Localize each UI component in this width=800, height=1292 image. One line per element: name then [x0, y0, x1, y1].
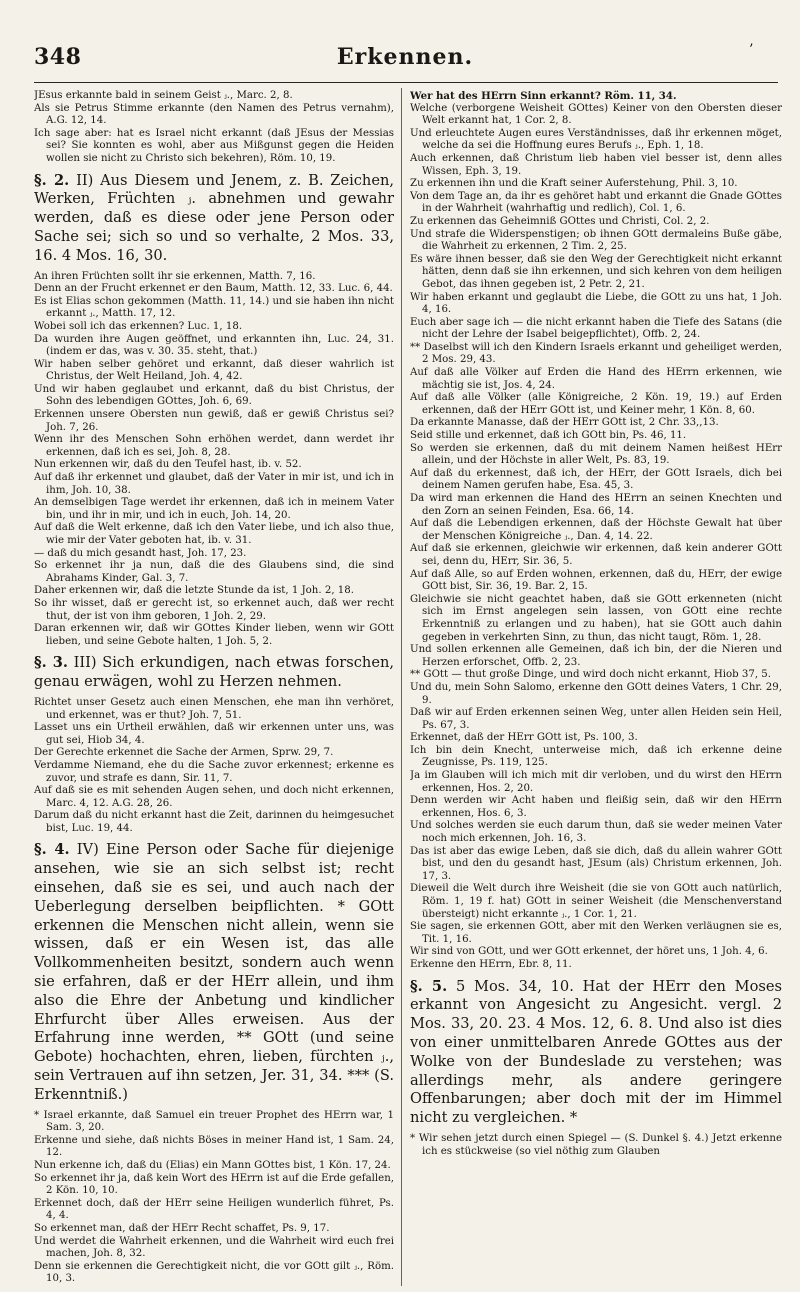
scripture-entry: Denn werden wir Acht haben und fleißig sein, daß wir den HErrn erkennen, Hos. 6, 3.	[410, 795, 782, 819]
right-column	[410, 90, 782, 1285]
section-paragraph	[34, 172, 394, 266]
scripture-entry: Zu erkennen ihn und die Kraft seiner Auferstehung, Phil. 3, 10.	[410, 178, 738, 190]
running-title: Erkennen.	[336, 44, 474, 70]
scripture-entry: Gleichwie sie nicht geachtet haben, daß sie GOtt erkenneten (nicht sich im Ernst angelegen sein lassen, von GOtt eine rechte Erkenntniß zu erlangen und zu haben), hat sie GOtt auch dahin gegeben in verkehrten Sinn, zu thun, das nicht taugt, Röm. 1, 28.	[410, 593, 782, 643]
scripture-entry: Und wir haben geglaubet und erkannt, daß du bist Christus, der Sohn des lebendigen GOttes, Joh. 6, 69.	[34, 383, 394, 408]
scripture-entry: Erkenne den HErrn, Ebr. 8, 11.	[410, 958, 572, 970]
scripture-entry: Auf daß sie es mit sehenden Augen sehen, und doch nicht erkennen, Marc. 4, 12. A.G. 28, 26.	[34, 785, 394, 809]
scripture-entry: Und sollen erkennen alle Gemeinen, daß ich bin, der die Nieren und Herzen erforschet, Offb. 2, 23.	[410, 644, 782, 668]
scripture-entry: So werden sie erkennen, daß du mit deinem Namen heißest HErr allein, und der Höchste in aller Welt, Ps. 83, 19.	[410, 442, 782, 467]
scripture-entry: Da erkannte Manasse, daß der HErr GOtt ist, 2 Chr. 33,,13.	[410, 417, 719, 429]
scripture-entry: Der Gerechte erkennet die Sache der Armen, Sprw. 29, 7.	[34, 747, 334, 759]
column-divider	[401, 88, 402, 1286]
scripture-entry: Seid stille und erkennet, daß ich GOtt bin, Ps. 46, 11.	[410, 430, 687, 442]
scripture-entry: Lasset uns ein Urtheil erwählen, daß wir erkennen unter uns, was gut sei, Hiob 34, 4.	[34, 722, 394, 746]
scripture-entry: Ich bin dein Knecht, unterweise mich, daß ich erkenne deine Zeugnisse, Ps. 119, 125.	[410, 744, 782, 769]
scripture-entry: Wir sind von GOtt, und wer GOtt erkennet, der höret uns, 1 Joh. 4, 6.	[410, 946, 768, 958]
section-text: 5 Mos. 34, 10. Hat der HErr den Moses erkannt von Angesicht zu Angesicht. vergl. 2 Mos. 33, 20. 23. 4 Mos. 12, 6. 8. Und also ist dies von einer unmittelbaren Anrede GOttes aus der Wolke von der Bundeslade zu verstehen; was allerdings mehr, als andere geringere Offenbarungen; aber doch mit der im Himmel nicht zu vergleichen. *	[410, 977, 782, 1127]
scripture-entry: — daß du mich gesandt hast, Joh. 17, 23.	[34, 547, 247, 559]
scripture-entry: Richtet unser Gesetz auch einen Menschen, ehe man ihn verhöret, und erkennet, was er thut? Joh. 7, 51.	[34, 696, 394, 721]
section-text: IV) Eine Person oder Sache für diejenige ansehen, wie sie an sich selbst ist; recht einsehen, daß sie es sei, und auch nach der Ueberlegung derselben beipflichten. * GOtt erkennen die Menschen nicht allein, wenn sie wissen, daß er ein Wesen ist, das alle Vollkommenheiten besitzt, sondern auch wenn sie erfahren, daß er der HErr allein, und ihm also die Ehre der Anbetung und kindlicher Ehrfurcht über Alles erweisen. Aus der Erfahrung inne werden, ** GOtt (und seine Gebote) hochachten, ehren, lieben, fürchten ⱼ., sein Vertrauen auf ihn setzen, Jer. 31, 34. *** (S. Erkenntniß.)	[34, 841, 394, 1103]
scripture-entry: Welche (verborgene Weisheit GOttes) Keiner von den Obersten dieser Welt erkannt hat, 1 Cor. 2, 8.	[410, 102, 782, 127]
corner-mark: ’	[749, 42, 754, 58]
scripture-entry: Denn an der Frucht erkennet er den Baum, Matth. 12, 33. Luc. 6, 44.	[34, 283, 393, 295]
scripture-entry: Auf daß ihr erkennet und glaubet, daß der Vater in mir ist, und ich in ihm, Joh. 10, 38.	[34, 472, 394, 496]
section-number: §. 5.	[410, 977, 448, 995]
scripture-entry: Und strafe die Widerspenstigen; ob ihnen GOtt dermaleins Buße gäbe, die Wahrheit zu erkennen, 2 Tim. 2, 25.	[410, 228, 782, 253]
scripture-entry: Daß wir auf Erden erkennen seinen Weg, unter allen Heiden sein Heil, Ps. 67, 3.	[410, 707, 782, 731]
scripture-entry: Nun erkenne ich, daß du (Elias) ein Mann GOttes bist, 1 Kön. 17, 24.	[34, 1160, 391, 1172]
scripture-entry: Wer hat des HErrn Sinn erkannt? Röm. 11, 34.	[410, 90, 677, 102]
scripture-entry: Und solches werden sie euch darum thun, daß sie weder meinen Vater noch mich erkennen, Joh. 16, 3.	[410, 820, 782, 845]
scripture-entry: Zu erkennen das Geheimniß GOttes und Christi, Col. 2, 2.	[410, 215, 710, 227]
scripture-entry: Denn sie erkennen die Gerechtigkeit nicht, die vor GOtt gilt ⱼ., Röm. 10, 3.	[34, 1260, 394, 1285]
section-paragraph	[410, 978, 782, 1128]
scripture-entry: Dieweil die Welt durch ihre Weisheit (die sie von GOtt auch natürlich, Röm. 1, 19 f. hat) GOtt in seiner Weisheit (die Menschenverstand übersteigt) nicht erkannte ⱼ., 1 Cor. 1, 21.	[410, 883, 782, 920]
scripture-entry: Auf daß die Lebendigen erkennen, daß der Höchste Gewalt hat über der Menschen Königreiche ⱼ., Dan. 4, 14. 22.	[410, 518, 782, 542]
scripture-entry: ** GOtt — thut große Dinge, und wird doch nicht erkannt, Hiob 37, 5.	[410, 669, 772, 681]
scripture-entry: Auf daß alle Völker auf Erden die Hand des HErrn erkennen, wie mächtig sie ist, Jos. 4, 24.	[410, 367, 782, 391]
scripture-entry: Und erleuchtete Augen eures Verständnisses, daß ihr erkennen möget, welche da sei die Hoffnung eures Berufs ⱼ., Eph. 1, 18.	[410, 127, 782, 152]
scripture-entry: Ich sage aber: hat es Israel nicht erkannt (daß JEsus der Messias sei? Sie konnten es wohl, aber aus Mißgunst gegen die Heiden wollen sie nicht zu Christo sich bekehren), Röm. 10, 19.	[34, 127, 394, 164]
scripture-entry: ** Daselbst will ich den Kindern Israels erkannt und geheiliget werden, 2 Mos. 29, 43.	[410, 341, 782, 366]
scripture-entry: Es wäre ihnen besser, daß sie den Weg der Gerechtigkeit nicht erkannt hätten, denn daß sie ihn erkennen, und sich kehren von dem heiligen Gebot, das ihnen gegeben ist, 2 Petr. 2, 21.	[410, 253, 782, 290]
scripture-entry: Erkennet doch, daß der HErr seine Heiligen wunderlich führet, Ps. 4, 4.	[34, 1197, 394, 1222]
scripture-entry: Und werdet die Wahrheit erkennen, und die Wahrheit wird euch frei machen, Joh. 8, 32.	[34, 1235, 394, 1260]
header-rule	[34, 82, 778, 83]
section-number: §. 4.	[34, 841, 70, 859]
section-text: III) Sich erkundigen, nach etwas forschen, genau erwägen, wohl zu Herzen nehmen.	[34, 654, 394, 691]
scripture-entry: * Israel erkannte, daß Samuel ein treuer Prophet des HErrn war, 1 Sam. 3, 20.	[34, 1109, 394, 1134]
scripture-entry: Da wurden ihre Augen geöffnet, und erkannten ihn, Luc. 24, 31. (indem er das, was v. 30. 35. steht, that.)	[34, 333, 394, 358]
scripture-entry: So erkennet man, daß der HErr Recht schaffet, Ps. 9, 17.	[34, 1222, 330, 1234]
scripture-entry: So erkennet ihr ja nun, daß die des Glaubens sind, die sind Abrahams Kinder, Gal. 3, 7.	[34, 560, 394, 584]
section-paragraph	[34, 654, 394, 692]
section-number: §. 3.	[34, 654, 69, 672]
scripture-entry: Da wird man erkennen die Hand des HErrn an seinen Knechten und den Zorn an seinen Feinden, Esa. 66, 14.	[410, 493, 782, 517]
left-column	[34, 90, 394, 1285]
scripture-entry: Wir haben selber gehöret und erkannt, daß dieser wahrlich ist Christus, der Welt Heiland, Joh. 4, 42.	[34, 358, 394, 383]
scripture-entry: Euch aber sage ich — die nicht erkannt haben die Tiefe des Satans (die nicht der Lehre der Isabel beigepflichtet), Offb. 2, 24.	[410, 316, 782, 341]
scripture-entry: Auch erkennen, daß Christum lieb haben viel besser ist, denn alles Wissen, Eph. 3, 19.	[410, 152, 782, 177]
scripture-entry: Auf daß alle Völker (alle Königreiche, 2 Kön. 19, 19.) auf Erden erkennen, daß der HErr GOtt ist, und Keiner mehr, 1 Kön. 8, 60.	[410, 392, 782, 416]
scripture-entry: An demselbigen Tage werdet ihr erkennen, daß ich in meinem Vater bin, und ihr in mir, und ich in euch, Joh. 14, 20.	[34, 497, 394, 521]
scripture-entry: Daran erkennen wir, daß wir GOttes Kinder lieben, wenn wir GOtt lieben, und seine Gebote halten, 1 Joh. 5, 2.	[34, 623, 394, 647]
scripture-entry: Von dem Tage an, da ihr es gehöret habt und erkannt die Gnade GOttes in der Wahrheit (wahrhaftig und redlich), Col. 1, 6.	[410, 190, 782, 215]
scripture-entry: Und du, mein Sohn Salomo, erkenne den GOtt deines Vaters, 1 Chr. 29, 9.	[410, 681, 782, 706]
scripture-entry: Erkennen unsere Obersten nun gewiß, daß er gewiß Christus sei? Joh. 7, 26.	[34, 409, 394, 433]
scripture-entry: Wenn ihr des Menschen Sohn erhöhen werdet, dann werdet ihr erkennen, daß ich es sei, Joh. 8, 28.	[34, 434, 394, 458]
section-paragraph	[34, 841, 394, 1104]
scripture-entry: Auf daß die Welt erkenne, daß ich den Vater liebe, und ich also thue, wie mir der Vater geboten hat, ib. v. 31.	[34, 522, 394, 547]
scripture-entry: Wir haben erkannt und geglaubt die Liebe, die GOtt zu uns hat, 1 Joh. 4, 16.	[410, 291, 782, 316]
scripture-entry: JEsus erkannte bald in seinem Geist ⱼ., Marc. 2, 8.	[34, 90, 293, 101]
scripture-entry: Erkenne und siehe, daß nichts Böses in meiner Hand ist, 1 Sam. 24, 12.	[34, 1134, 394, 1159]
scripture-entry: An ihren Früchten sollt ihr sie erkennen, Matth. 7, 16.	[34, 270, 316, 282]
scripture-entry: Sie sagen, sie erkennen GOtt, aber mit den Werken verläugnen sie es, Tit. 1, 16.	[410, 921, 782, 945]
scripture-entry: Auf daß Alle, so auf Erden wohnen, erkennen, daß du, HErr, der ewige GOtt bist, Sir. 36, 19. Bar. 2, 15.	[410, 568, 782, 593]
scripture-entry: Das ist aber das ewige Leben, daß sie dich, daß du allein wahrer GOtt bist, und den du gesandt hast, JEsum (als) Christum erkennen, Joh. 17, 3.	[410, 845, 782, 882]
section-number: §. 2.	[34, 171, 70, 189]
scripture-entry: Erkennet, daß der HErr GOtt ist, Ps. 100, 3.	[410, 732, 638, 744]
scripture-entry: Verdamme Niemand, ehe du die Sache zuvor erkennest; erkenne es zuvor, und strafe es dann, Sir. 11, 7.	[34, 759, 394, 784]
scripture-entry: Es ist Elias schon gekommen (Matth. 11, 14.) und sie haben ihn nicht erkannt ⱼ., Matth. 17, 12.	[34, 295, 394, 320]
scripture-entry: Daher erkennen wir, daß die letzte Stunde da ist, 1 Joh. 2, 18.	[34, 585, 354, 597]
scripture-entry: * Wir sehen jetzt durch einen Spiegel — (S. Dunkel §. 4.) Jetzt erkenne ich es stückweise (so viel nöthig zum Glauben	[410, 1132, 782, 1157]
scripture-entry: Auf daß du erkennest, daß ich, der HErr, der GOtt Israels, dich bei deinem Namen gerufen habe, Esa. 45, 3.	[410, 467, 782, 492]
page-number: 348	[34, 44, 82, 70]
scripture-entry: Auf daß sie erkennen, gleichwie wir erkennen, daß kein anderer GOtt sei, denn du, HErr, Sir. 36, 5.	[410, 543, 782, 567]
section-text: II) Aus Diesem und Jenem, z. B. Zeichen, Werken, Früchten ⱼ. abnehmen und gewahr werden, daß es diese oder jene Person oder Sache sei; sich so und so verhalte, 2 Mos. 33, 16. 4 Mos. 16, 30.	[34, 171, 394, 264]
scripture-entry: Wobei soll ich das erkennen? Luc. 1, 18.	[34, 320, 243, 332]
scripture-entry: Ja im Glauben will ich mich mit dir verloben, und du wirst den HErrn erkennen, Hos. 2, 20.	[410, 770, 782, 794]
scripture-entry: So erkennet ihr ja, daß kein Wort des HErrn ist auf die Erde gefallen, 2 Kön. 10, 10.	[34, 1172, 394, 1197]
scripture-entry: So ihr wisset, daß er gerecht ist, so erkennet auch, daß wer recht thut, der ist von ihm geboren, 1 Joh. 2, 29.	[34, 597, 394, 622]
scripture-entry: Nun erkennen wir, daß du den Teufel hast, ib. v. 52.	[34, 459, 302, 471]
scripture-entry: Als sie Petrus Stimme erkannte (den Namen des Petrus vernahm), A.G. 12, 14.	[34, 102, 394, 127]
scripture-entry: Darum daß du nicht erkannt hast die Zeit, darinnen du heimgesuchet bist, Luc. 19, 44.	[34, 810, 394, 834]
